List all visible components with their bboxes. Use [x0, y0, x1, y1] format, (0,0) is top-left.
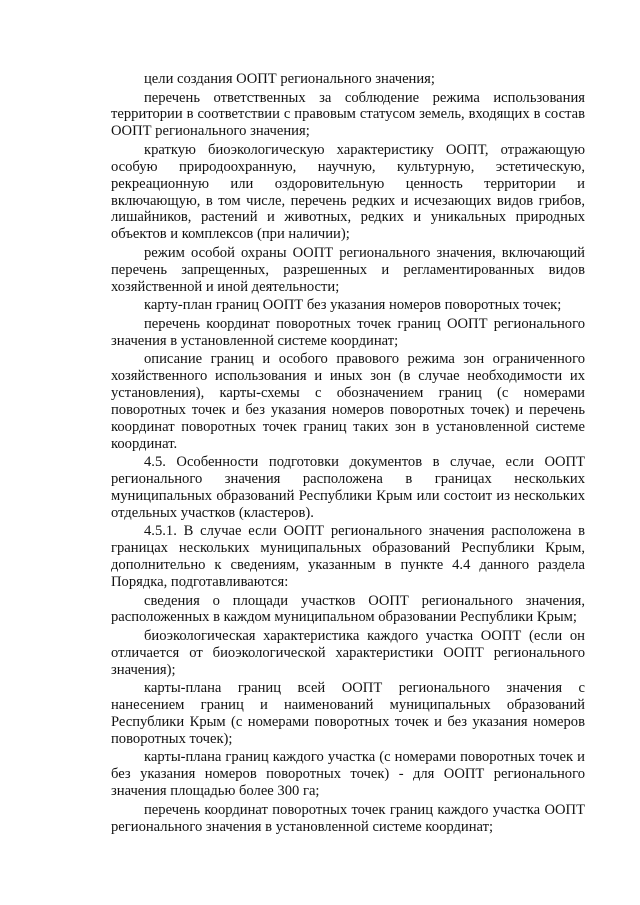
paragraph-area-info: сведения о площади участков ООПТ регионального значения, расположенных в каждом муниципальном образовании Республики Крым;: [111, 592, 585, 626]
paragraph-coordinates-list: перечень координат поворотных точек границ ООПТ регионального значения в установленной системе координат;: [111, 315, 585, 349]
paragraph-whole-map: карты-плана границ всей ООПТ регионального значения с нанесением границ и наименований муниципальных образований Республики Крым (с номерами поворотных точек и без указания номеров поворотных точек);: [111, 680, 585, 747]
paragraph-section-4-5-1: 4.5.1. В случае если ООПТ регионального значения расположена в границах нескольких муниципальных образований Республики Крым, дополнительно к сведениям, указанным в пункте 4.4 данного раздела Порядка, подготавливаются:: [111, 523, 585, 591]
paragraph-goals: цели создания ООПТ регионального значения;: [144, 71, 435, 87]
paragraph-boundary-map: карту-план границ ООПТ без указания номеров поворотных точек;: [144, 297, 562, 314]
paragraph-site-coordinates: перечень координат поворотных точек границ каждого участка ООПТ регионального значения в установленной системе координат;: [111, 801, 585, 835]
paragraph-bioecological-summary: краткую биоэкологическую характеристику ООПТ, отражающую особую природоохранную, научную, культурную, эстетическую, рекреационную или оздоровительную ценность территории и включающую, в том числе, перечень редких и исчезающих видов грибов, лишайников, растений и животных, редких и уникальных природных объектов и комплексов (при наличии);: [111, 141, 585, 243]
document-text-body: [111, 71, 585, 837]
paragraph-zones-description: описание границ и особого правового режима зон ограниченного хозяйственного использования и иных зон (в случае необходимости их установления), карты-схемы с обозначением границ (с номерами поворотных точек и без указания номеров поворотных точек) и перечень координат поворотных точек границ таких зон в установленной системе координат.: [111, 351, 585, 452]
paragraph-site-characteristic: биоэкологическая характеристика каждого участка ООПТ (если он отличается от биоэкологической характеристики ООПТ регионального значения);: [111, 627, 585, 678]
paragraph-protection-regime: режим особой охраны ООПТ регионального значения, включающий перечень запрещенных, разрешенных и регламентированных видов хозяйственной и иной деятельности;: [111, 244, 585, 295]
paragraph-responsible-list: перечень ответственных за соблюдение режима использования территории в соответствии с правовым статусом земель, входящих в состав ООПТ регионального значения;: [111, 89, 585, 140]
paragraph-site-maps: карты-плана границ каждого участка (с номерами поворотных точек и без указания номеров поворотных точек) - для ООПТ регионального значения площадью более 300 га;: [111, 749, 585, 800]
paragraph-section-4-5: 4.5. Особенности подготовки документов в случае, если ООПТ регионального значения расположена в границах нескольких муниципальных образований Республики Крым или состоит из нескольких отдельных участков (кластеров).: [111, 454, 585, 521]
